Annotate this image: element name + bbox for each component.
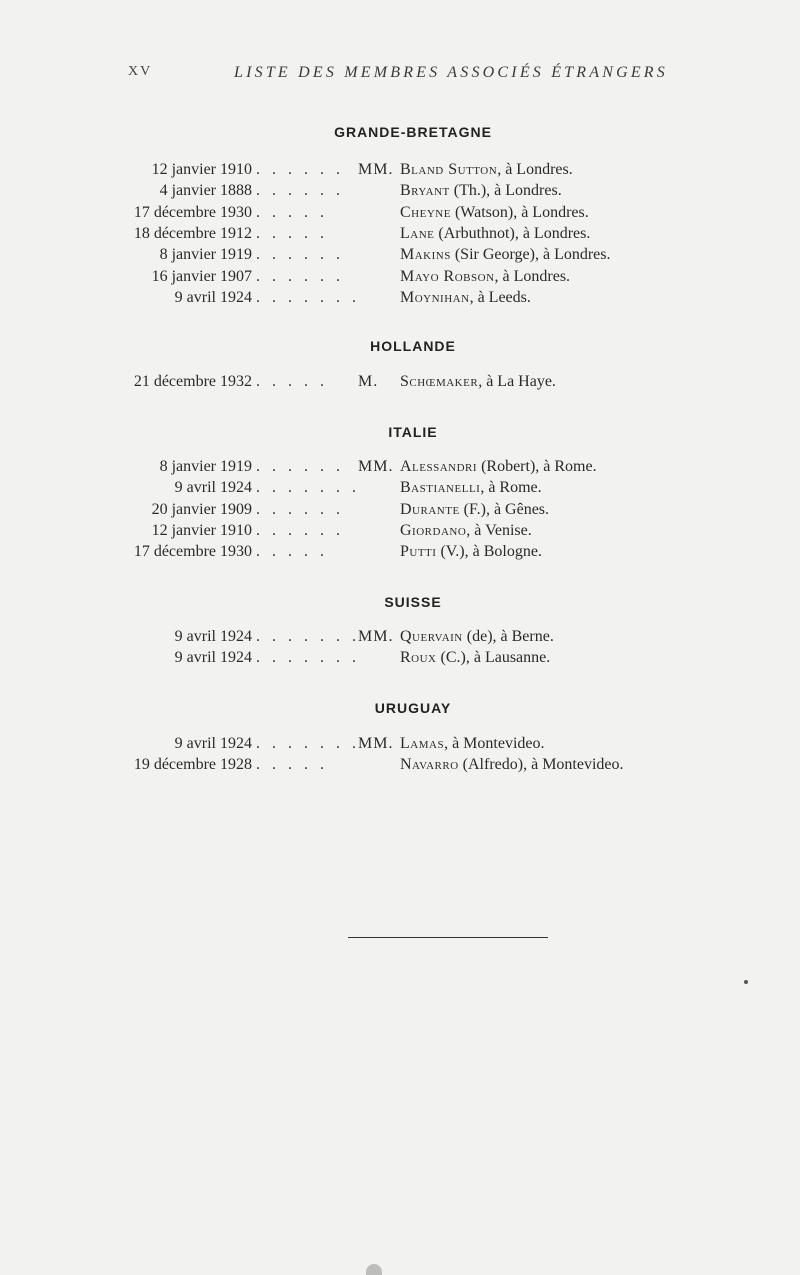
honorific: M. [358, 373, 379, 390]
member-surname: Navarro [400, 756, 459, 774]
member-entry [0, 501, 800, 523]
member-entry [0, 628, 800, 650]
member-name [400, 373, 556, 391]
election-date: 8 janvier 1919 [159, 458, 252, 475]
member-details: , à Londres. [494, 267, 571, 285]
member-name [400, 225, 590, 243]
section-title: HOLLANDE [370, 338, 456, 354]
member-surname: Bryant [400, 182, 450, 200]
member-name [400, 268, 570, 286]
member-details: (Arbuthnot), à Londres. [434, 224, 591, 242]
member-name [400, 756, 624, 774]
member-entry [0, 246, 800, 268]
member-details: , à Londres. [497, 161, 573, 178]
member-surname: Quervain [400, 628, 463, 645]
dot-leader: . . . . . . [256, 500, 344, 518]
election-date: 18 décembre 1912 [133, 224, 252, 242]
election-date: 9 avril 1924 [174, 649, 252, 667]
election-date: 9 avril 1924 [174, 628, 252, 645]
member-entry [0, 735, 800, 757]
member-name [400, 182, 562, 200]
dot-leader: . . . . . . . [256, 628, 360, 645]
member-name [400, 543, 542, 561]
member-name [400, 458, 597, 476]
member-details: (Watson), à Londres. [450, 203, 589, 221]
member-details: , à Leeds. [469, 288, 531, 306]
dot-leader: . . . . . [256, 224, 328, 242]
dot-leader: . . . . . . [256, 182, 344, 200]
dot-leader: . . . . . . . [256, 735, 360, 752]
member-details: (Sir George), à Londres. [450, 246, 611, 264]
election-date: 8 janvier 1919 [159, 246, 252, 264]
member-surname: Schœmaker [400, 373, 479, 390]
member-entry [0, 373, 800, 395]
member-name [400, 204, 589, 222]
section-title: URUGUAY [374, 700, 452, 716]
dot-leader: . . . . . . . [256, 479, 360, 497]
member-surname: Mayo Robson [400, 267, 495, 285]
dot-leader: . . . . . [256, 756, 328, 774]
print-speck [744, 980, 748, 984]
honorific: MM. [358, 735, 394, 752]
member-surname: Lamas [400, 735, 445, 752]
member-surname: Alessandri [400, 458, 478, 475]
member-name [400, 522, 532, 540]
page-number: XV [128, 64, 153, 79]
election-date: 17 décembre 1930 [133, 543, 252, 561]
member-entry [0, 161, 800, 183]
member-details: (C.), à Lausanne. [436, 649, 551, 667]
member-details: (F.), à Gênes. [459, 500, 550, 518]
dot-leader: . . . . . [256, 203, 328, 221]
member-surname: Lane [400, 224, 435, 242]
member-surname: Putti [400, 543, 437, 561]
election-date: 16 janvier 1907 [151, 267, 252, 285]
page-header [0, 64, 800, 86]
dot-leader: . . . . . . . [256, 649, 360, 667]
member-entry [0, 289, 800, 311]
member-details: (Alfredo), à Montevideo. [458, 756, 624, 774]
member-surname: Giordano [400, 521, 467, 539]
member-details: , à Venise. [466, 521, 532, 539]
member-name [400, 289, 531, 307]
election-date: 4 janvier 1888 [159, 182, 252, 200]
member-entry [0, 756, 800, 778]
dot-leader: . . . . . [256, 373, 328, 390]
dot-leader: . . . . . . [256, 161, 344, 178]
member-details: , à Montevideo. [444, 735, 545, 752]
dot-leader: . . . . . . . [256, 288, 360, 306]
member-name [400, 479, 542, 497]
dot-leader: . . . . . . [256, 458, 344, 475]
election-date: 20 janvier 1909 [151, 500, 252, 518]
member-entry [0, 204, 800, 226]
member-name [400, 161, 573, 179]
election-date: 9 avril 1924 [174, 735, 252, 752]
running-title: LISTE DES MEMBRES ASSOCIÉS ÉTRANGERS [234, 64, 668, 81]
member-details: , à Rome. [480, 479, 542, 497]
election-date: 17 décembre 1930 [133, 203, 252, 221]
section-title: GRANDE-BRETAGNE [334, 124, 492, 140]
election-date: 12 janvier 1910 [151, 161, 252, 178]
member-name [400, 246, 611, 264]
member-details: (Robert), à Rome. [477, 458, 597, 475]
member-entry [0, 458, 800, 480]
dot-leader: . . . . . [256, 543, 328, 561]
election-date: 9 avril 1924 [174, 288, 252, 306]
member-details: (V.), à Bologne. [436, 543, 542, 561]
member-name [400, 628, 554, 646]
dot-leader: . . . . . . [256, 521, 344, 539]
member-entry [0, 225, 800, 247]
election-date: 9 avril 1924 [174, 479, 252, 497]
member-entry [0, 543, 800, 565]
honorific: MM. [358, 458, 394, 475]
member-details: (de), à Berne. [462, 628, 554, 645]
election-date: 19 décembre 1928 [133, 756, 252, 774]
dot-leader: . . . . . . [256, 246, 344, 264]
honorific: MM. [358, 628, 394, 645]
member-details: , à La Haye. [478, 373, 556, 390]
member-name [400, 649, 550, 667]
election-date: 12 janvier 1910 [151, 521, 252, 539]
member-surname: Roux [400, 649, 437, 667]
member-details: (Th.), à Londres. [449, 182, 562, 200]
print-smudge [366, 1264, 382, 1275]
member-entry [0, 182, 800, 204]
member-surname: Makins [400, 246, 451, 264]
section-title: SUISSE [384, 594, 442, 610]
honorific: MM. [358, 161, 394, 178]
member-entry [0, 522, 800, 544]
member-name [400, 735, 544, 753]
closing-rule [348, 937, 548, 938]
dot-leader: . . . . . . [256, 267, 344, 285]
member-surname: Bland Sutton [400, 161, 498, 178]
member-surname: Cheyne [400, 203, 451, 221]
member-surname: Moynihan [400, 288, 470, 306]
election-date: 21 décembre 1932 [133, 373, 252, 390]
section-title: ITALIE [388, 424, 438, 440]
member-surname: Durante [400, 500, 460, 518]
member-entry [0, 479, 800, 501]
member-entry [0, 649, 800, 671]
member-name [400, 501, 549, 519]
member-entry [0, 268, 800, 290]
member-surname: Bastianelli [400, 479, 481, 497]
